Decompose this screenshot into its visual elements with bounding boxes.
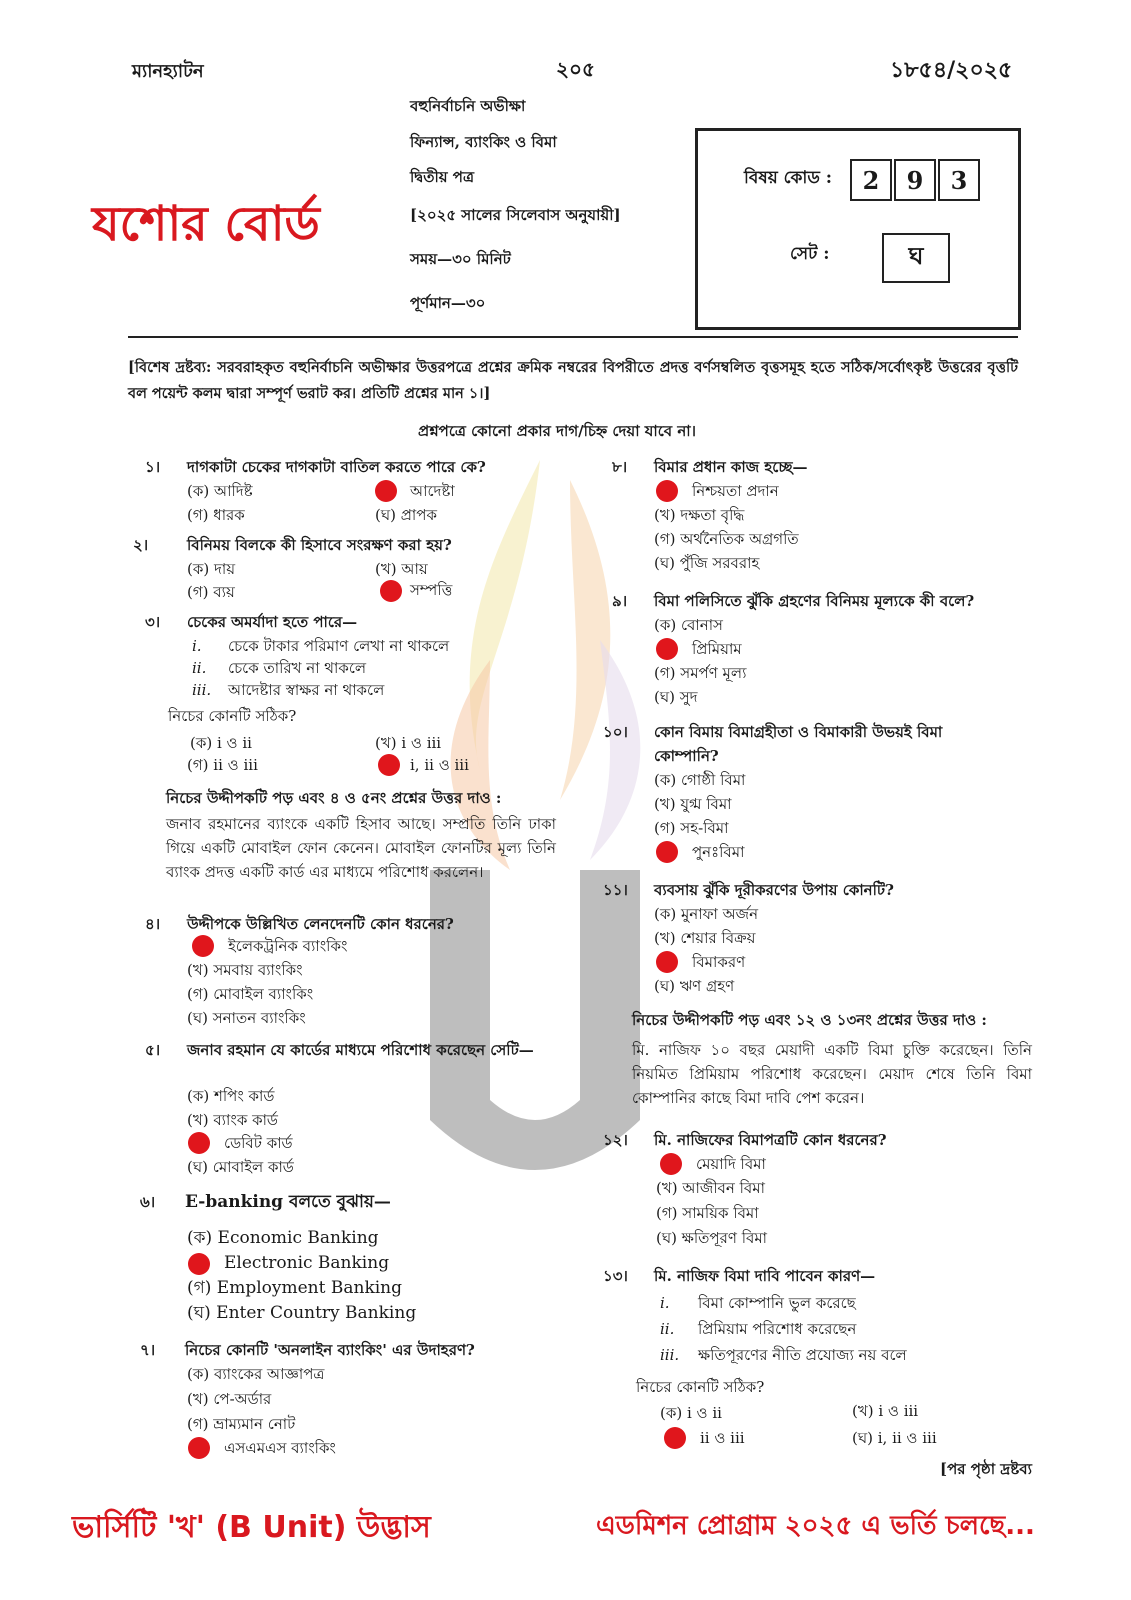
statement-numeral: ii. bbox=[192, 659, 207, 677]
statement-text: চেকে তারিখ না থাকলে bbox=[228, 659, 367, 677]
question-number: ৮। bbox=[612, 458, 628, 476]
paper-code: ১৮৫৪/২০২৫ bbox=[890, 57, 1013, 83]
exam-marks: পূর্ণমান—৩০ bbox=[410, 294, 486, 312]
question-number: ৬। bbox=[140, 1193, 156, 1211]
option-b[interactable]: (খ) ব্যাংক কার্ড bbox=[187, 1111, 278, 1129]
question-number: ৯। bbox=[612, 592, 628, 610]
selected-answer-dot bbox=[664, 1427, 686, 1449]
option-b[interactable]: প্রিমিয়াম bbox=[692, 640, 742, 658]
selected-answer-dot bbox=[656, 951, 678, 973]
option-b[interactable]: (খ) শেয়ার বিক্রয় bbox=[654, 929, 756, 947]
question-text: ব্যবসায় ঝুঁকি দূরীকরণের উপায় কোনটি? bbox=[654, 881, 894, 899]
question-number: ১। bbox=[145, 458, 161, 476]
header-divider bbox=[128, 336, 1018, 338]
question-number: ৫। bbox=[145, 1041, 161, 1059]
question-text: নিচের কোনটি 'অনলাইন ব্যাংকিং' এর উদাহরণ? bbox=[185, 1341, 475, 1359]
option-b[interactable]: (খ) আজীবন বিমা bbox=[656, 1179, 765, 1197]
stimulus-lead: নিচের উদ্দীপকটি পড় এবং ৪ ও ৫নং প্রশ্নের উত্তর দাও : bbox=[166, 789, 502, 807]
option-a[interactable]: (ক) ব্যাংকের আজ্ঞাপত্র bbox=[187, 1365, 325, 1383]
option-c[interactable]: (গ) সমর্পণ মূল্য bbox=[654, 664, 747, 682]
statement-numeral: ii. bbox=[660, 1320, 675, 1338]
selected-answer-dot bbox=[188, 1253, 210, 1275]
option-a[interactable]: (ক) দায় bbox=[187, 560, 236, 578]
question-text: উদ্দীপকে উল্লিখিত লেনদেনটি কোন ধরনের? bbox=[187, 915, 454, 933]
option-d[interactable]: (ঘ) প্রাপক bbox=[375, 506, 437, 524]
question-number: ২। bbox=[133, 536, 149, 554]
warning-note: প্রশ্নপত্রে কোনো প্রকার দাগ/চিহ্ন দেয়া যাবে না। bbox=[418, 422, 697, 440]
statement-text: প্রিমিয়াম পরিশোধ করেছেন bbox=[698, 1320, 857, 1338]
option-a[interactable]: (ক) বোনাস bbox=[654, 616, 723, 634]
option-c[interactable]: (গ) অর্থনৈতিক অগ্রগতি bbox=[654, 530, 799, 548]
question-number: ৪। bbox=[145, 915, 161, 933]
statement-text: চেকে টাকার পরিমাণ লেখা না থাকলে bbox=[228, 637, 450, 655]
subject-code-digit: 3 bbox=[938, 159, 980, 201]
set-value: ঘ bbox=[882, 233, 950, 283]
question-text: মি. নাজিফ বিমা দাবি পাবেন কারণ— bbox=[654, 1267, 876, 1285]
question-number: ৩। bbox=[145, 613, 161, 631]
subject-code-digit: 2 bbox=[850, 159, 892, 201]
option-c[interactable]: ডেবিট কার্ড bbox=[224, 1134, 293, 1152]
selected-answer-dot bbox=[656, 480, 678, 502]
stimulus-text: মি. নাজিফ ১০ বছর মেয়াদী একটি বিমা চুক্তি করেছেন। তিনি নিয়মিত প্রিমিয়াম পরিশোধ করেছেন। মেয়াদ শেষে তিনি বিমা কোম্পানির কাছে বিমা দাবি পেশ করেন। bbox=[632, 1041, 1032, 1107]
option-d[interactable]: (ঘ) সনাতন ব্যাংকিং bbox=[187, 1009, 306, 1027]
question-number: ৭। bbox=[140, 1341, 156, 1359]
option-c[interactable]: (গ) সাময়িক বিমা bbox=[656, 1204, 759, 1222]
option-d[interactable]: (ঘ) Enter Country Banking bbox=[187, 1303, 417, 1323]
option-b[interactable]: (খ) দক্ষতা বৃদ্ধি bbox=[654, 506, 745, 524]
statement-numeral: i. bbox=[192, 637, 202, 655]
question-number: ১০। bbox=[603, 723, 628, 741]
question-text: বিনিময় বিলকে কী হিসাবে সংরক্ষণ করা হয়? bbox=[187, 536, 452, 554]
question-text: চেকের অমর্যাদা হতে পারে— bbox=[187, 613, 358, 631]
option-b[interactable]: (খ) সমবায় ব্যাংকিং bbox=[187, 961, 303, 979]
option-a[interactable]: (ক) i ও ii bbox=[660, 1404, 722, 1422]
option-b[interactable]: Electronic Banking bbox=[224, 1253, 390, 1273]
question-number: ১১। bbox=[603, 881, 628, 899]
option-d[interactable]: (ঘ) পুঁজি সরবরাহ bbox=[654, 554, 760, 572]
option-a[interactable]: (ক) i ও ii bbox=[190, 734, 252, 752]
exam-subject: ফিন্যান্স, ব্যাংকিং ও বিমা bbox=[410, 133, 557, 151]
selected-answer-dot bbox=[378, 754, 400, 776]
selected-answer-dot bbox=[192, 935, 214, 957]
footer-left-banner: ভার্সিটি 'খ' (B Unit) উদ্ভাস bbox=[72, 1510, 431, 1545]
stimulus-lead: নিচের উদ্দীপকটি পড় এবং ১২ ও ১৩নং প্রশ্নের উত্তর দাও : bbox=[632, 1011, 987, 1029]
selected-answer-dot bbox=[660, 1153, 682, 1175]
selected-answer-dot bbox=[188, 1437, 210, 1459]
stimulus-text: জনাব রহমানের ব্যাংকে একটি হিসাব আছে। সম্প্রতি তিনি ঢাকা গিয়ে একটি মোবাইল ফোন কেনেন। মোবাইল ফোনটির মূল্য তিনি ব্যাংক প্রদত্ত একটি কার্ড এর মাধ্যমে পরিশোধ করলেন। bbox=[166, 815, 556, 881]
option-b[interactable]: (খ) i ও iii bbox=[375, 734, 442, 752]
statement-text: ক্ষতিপূরণের নীতি প্রযোজ্য নয় বলে bbox=[698, 1346, 907, 1364]
option-c[interactable]: (গ) ধারক bbox=[187, 506, 245, 524]
page-number: ২০৫ bbox=[556, 57, 595, 81]
subject-code-label: বিষয় কোড : bbox=[744, 168, 833, 188]
set-label: সেট : bbox=[790, 244, 830, 264]
statement-text: বিমা কোম্পানি ভুল করেছে bbox=[698, 1294, 856, 1312]
option-a[interactable]: মেয়াদি বিমা bbox=[696, 1155, 766, 1173]
option-d[interactable]: সম্পত্তি bbox=[410, 581, 453, 599]
subject-code-digit: 9 bbox=[894, 159, 936, 201]
option-d[interactable]: (ঘ) ক্ষতিপূরণ বিমা bbox=[656, 1229, 768, 1247]
option-c[interactable]: (গ) মোবাইল ব্যাংকিং bbox=[187, 985, 314, 1003]
selected-answer-dot bbox=[656, 841, 678, 863]
exam-time: সময়—৩০ মিনিট bbox=[410, 250, 511, 268]
option-a[interactable]: ইলেকট্রনিক ব্যাংকিং bbox=[228, 937, 348, 955]
statement-numeral: iii. bbox=[192, 681, 212, 699]
option-d[interactable]: (ঘ) i, ii ও iii bbox=[852, 1429, 937, 1447]
option-d[interactable]: পুনঃবিমা bbox=[692, 843, 745, 861]
question-text: দাগকাটা চেকের দাগকাটা বাতিল করতে পারে কে? bbox=[187, 458, 486, 476]
selected-answer-dot bbox=[188, 1132, 210, 1154]
question-text: বিমার প্রধান কাজ হচ্ছে— bbox=[654, 458, 808, 476]
exam-type: বহুনির্বাচনি অভীক্ষা bbox=[410, 97, 526, 115]
selected-answer-dot bbox=[375, 480, 397, 502]
option-a[interactable]: (ক) মুনাফা অর্জন bbox=[654, 905, 759, 923]
option-c[interactable]: (গ) ব্যয় bbox=[187, 583, 235, 601]
option-c[interactable]: বিমাকরণ bbox=[692, 953, 746, 971]
which-correct: নিচের কোনটি সঠিক? bbox=[636, 1378, 765, 1396]
option-d[interactable]: (ঘ) মোবাইল কার্ড bbox=[187, 1158, 294, 1176]
option-a[interactable]: (ক) গোষ্ঠী বিমা bbox=[654, 771, 746, 789]
which-correct: নিচের কোনটি সঠিক? bbox=[168, 707, 297, 725]
footer-right-banner: এডমিশন প্রোগ্রাম ২০২৫ এ ভর্তি চলছে... bbox=[596, 1511, 1035, 1541]
option-a[interactable]: নিশ্চয়তা প্রদান bbox=[692, 482, 779, 500]
option-b[interactable]: (খ) পে-অর্ডার bbox=[187, 1390, 272, 1408]
option-c[interactable]: (গ) ii ও iii bbox=[187, 756, 258, 774]
option-c[interactable]: ii ও iii bbox=[700, 1429, 745, 1447]
question-number: ১৩। bbox=[603, 1267, 628, 1285]
question-text: E-banking বলতে বুঝায়— bbox=[185, 1192, 391, 1212]
statement-text: আদেষ্টার স্বাক্ষর না থাকলে bbox=[228, 681, 385, 699]
option-d[interactable]: i, ii ও iii bbox=[410, 756, 469, 774]
option-d[interactable]: (ঘ) ঋণ গ্রহণ bbox=[654, 977, 735, 995]
statement-numeral: iii. bbox=[660, 1346, 680, 1364]
option-a[interactable]: (ক) শপিং কার্ড bbox=[187, 1087, 275, 1105]
option-b[interactable]: আদেষ্টা bbox=[410, 482, 455, 500]
special-instruction: [বিশেষ দ্রষ্টব্য: সরবরাহকৃত বহুনির্বাচনি অভীক্ষার উত্তরপত্রে প্রশ্নের ক্রমিক নম্বরের বিপরীতে প্রদত্ত বর্ণসম্বলিত বৃত্তসমূহ হতে সঠিক/সর্বোৎকৃষ্ট উত্তরের বৃত্তটি বল পয়েন্ট কলম দ্বারা সম্পূর্ণ ভরাট কর। প্রতিটি প্রশ্নের মান ১।] bbox=[128, 359, 1018, 402]
question-text: মি. নাজিফের বিমাপত্রটি কোন ধরনের? bbox=[654, 1131, 887, 1149]
selected-answer-dot bbox=[380, 580, 402, 602]
option-c[interactable]: (গ) Employment Banking bbox=[187, 1278, 403, 1298]
question-text: বিমা পলিসিতে ঝুঁকি গ্রহণের বিনিময় মূল্যকে কী বলে? bbox=[654, 592, 975, 610]
exam-paper: দ্বিতীয় পত্র bbox=[410, 168, 475, 186]
option-b[interactable]: (খ) আয় bbox=[375, 560, 428, 578]
statement-numeral: i. bbox=[660, 1294, 670, 1312]
question-number: ১২। bbox=[603, 1131, 628, 1149]
option-d[interactable]: এসএমএস ব্যাংকিং bbox=[224, 1439, 336, 1457]
exam-syllabus: [২০২৫ সালের সিলেবাস অনুযায়ী] bbox=[410, 206, 621, 224]
publisher-name: ম্যানহ্যাটন bbox=[132, 61, 204, 82]
option-b[interactable]: (খ) যুগ্ম বিমা bbox=[654, 795, 732, 813]
selected-answer-dot bbox=[656, 638, 678, 660]
question-text: কোন বিমায় বিমাগ্রহীতা ও বিমাকারী উভয়ই বিমা কোম্পানি? bbox=[654, 723, 943, 765]
option-d[interactable]: (ঘ) সুদ bbox=[654, 688, 698, 706]
next-page-note: [পর পৃষ্ঠা দ্রষ্টব্য bbox=[940, 1460, 1032, 1478]
question-text: জনাব রহমান যে কার্ডের মাধ্যমে পরিশোধ করেছেন সেটি— bbox=[187, 1041, 534, 1059]
option-c[interactable]: (গ) ভ্রাম্যমান নোট bbox=[187, 1415, 296, 1433]
option-c[interactable]: (গ) সহ-বিমা bbox=[654, 819, 729, 837]
board-title: যশোর বোর্ড bbox=[92, 196, 320, 252]
option-a[interactable]: (ক) আদিষ্ট bbox=[187, 482, 253, 500]
option-a[interactable]: (ক) Economic Banking bbox=[187, 1228, 379, 1248]
option-b[interactable]: (খ) i ও iii bbox=[852, 1402, 919, 1420]
